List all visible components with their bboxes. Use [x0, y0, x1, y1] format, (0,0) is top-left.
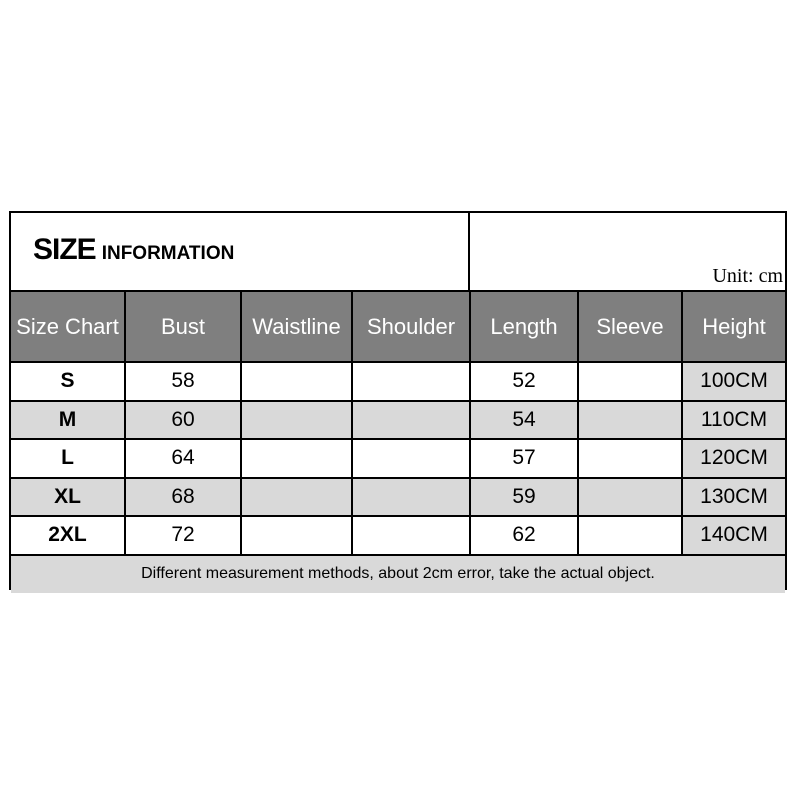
sleeve-cell [578, 439, 682, 478]
height-cell: 110CM [682, 401, 785, 440]
sleeve-cell [578, 516, 682, 555]
measurement-note: Different measurement methods, about 2cm error, take the actual object. [11, 555, 785, 593]
bust-cell: 64 [125, 439, 241, 478]
table-row [11, 516, 785, 555]
bust-cell: 68 [125, 478, 241, 517]
size-cell: 2XL [11, 516, 125, 555]
sleeve-cell [578, 401, 682, 440]
length-cell: 57 [470, 439, 578, 478]
waistline-cell [241, 401, 352, 440]
table-row [11, 478, 785, 517]
height-cell: 140CM [682, 516, 785, 555]
table-row [11, 401, 785, 440]
size-cell: L [11, 439, 125, 478]
sleeve-cell [578, 478, 682, 517]
title-main-text: SIZE [33, 233, 96, 266]
bust-cell: 60 [125, 401, 241, 440]
header-size-chart: Size Chart [11, 291, 125, 362]
length-cell: 52 [470, 362, 578, 401]
height-cell: 130CM [682, 478, 785, 517]
title-cell [11, 213, 470, 290]
waistline-cell [241, 362, 352, 401]
table-row [11, 439, 785, 478]
bust-cell: 72 [125, 516, 241, 555]
shoulder-cell [352, 401, 470, 440]
header-waistline: Waistline [241, 291, 352, 362]
shoulder-cell [352, 362, 470, 401]
sleeve-cell [578, 362, 682, 401]
height-cell: 100CM [682, 362, 785, 401]
bust-cell: 58 [125, 362, 241, 401]
header-shoulder: Shoulder [352, 291, 470, 362]
page-title [33, 233, 234, 267]
table-header-row [11, 291, 785, 362]
size-cell: XL [11, 478, 125, 517]
header-sleeve: Sleeve [578, 291, 682, 362]
header-length: Length [470, 291, 578, 362]
size-cell: M [11, 401, 125, 440]
length-cell: 62 [470, 516, 578, 555]
size-cell: S [11, 362, 125, 401]
header-height: Height [682, 291, 785, 362]
title-row [11, 213, 785, 290]
note-row [11, 555, 785, 593]
shoulder-cell [352, 478, 470, 517]
header-bust: Bust [125, 291, 241, 362]
table-row [11, 362, 785, 401]
title-sub-text: INFORMATION [101, 243, 235, 264]
waistline-cell [241, 516, 352, 555]
shoulder-cell [352, 439, 470, 478]
waistline-cell [241, 478, 352, 517]
unit-label: Unit: cm [712, 265, 783, 287]
shoulder-cell [352, 516, 470, 555]
length-cell: 59 [470, 478, 578, 517]
waistline-cell [241, 439, 352, 478]
height-cell: 120CM [682, 439, 785, 478]
length-cell: 54 [470, 401, 578, 440]
size-table [11, 290, 785, 593]
